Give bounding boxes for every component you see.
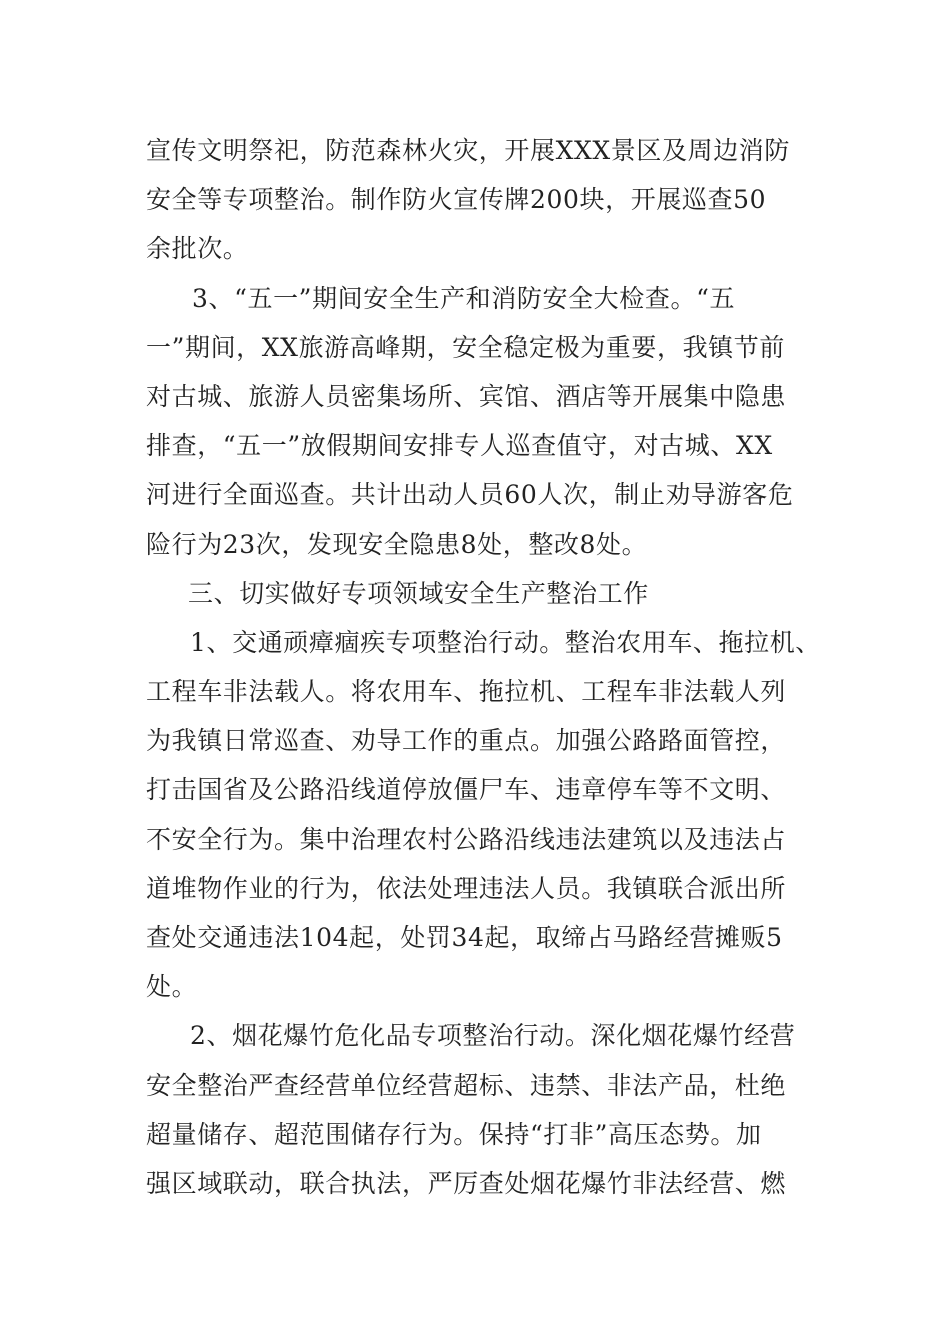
paragraph-continuation [146, 126, 836, 274]
paragraph-item-1 [146, 618, 836, 1012]
text-line: 强区域联动，联合执法，严厉查处烟花爆竹非法经营、燃 [146, 1168, 787, 1198]
text-line: 安全整治严查经营单位经营超标、违禁、非法产品，杜绝 [146, 1070, 787, 1100]
text-line: 宣传文明祭祀，防范森林火灾，开展XXX景区及周边消防 [146, 136, 790, 165]
paragraph-item-2 [146, 1011, 836, 1208]
text-line: 险行为23次，发现安全隐患8处，整改8处。 [146, 529, 648, 559]
text-line: 不安全行为。集中治理农村公路沿线违法建筑以及违法占 [146, 824, 787, 854]
text-line: 河进行全面巡查。共计出动人员60人次，制止劝导游客危 [146, 480, 794, 510]
text-line: 三、切实做好专项领域安全生产整治工作 [188, 578, 649, 608]
text-line: 2、烟花爆竹危化品专项整治行动。深化烟花爆竹经营 [190, 1021, 796, 1051]
paragraph-item-3 [146, 274, 836, 569]
text-line: 处。 [146, 972, 198, 1002]
text-line: 1、交通顽瘴痼疾专项整治行动。整治农用车、拖拉机、 [190, 627, 821, 657]
text-line: 工程车非法载人。将农用车、拖拉机、工程车非法载人列 [146, 677, 787, 707]
text-line: 余批次。 [146, 234, 249, 264]
text-line: 3、“五一”期间安全生产和消防安全大检查。“五 [192, 283, 736, 313]
text-line: 排查，“五一”放假期间安排专人巡查值守，对古城、XX [146, 431, 773, 461]
text-line: 对古城、旅游人员密集场所、宾馆、酒店等开展集中隐患 [146, 381, 787, 411]
section-heading-3 [146, 569, 836, 618]
text-line: 为我镇日常巡查、劝导工作的重点。加强公路路面管控， [146, 726, 787, 756]
text-line: 一”期间，XX旅游高峰期，安全稳定极为重要，我镇节前 [146, 332, 785, 362]
text-line: 安全等专项整治。制作防火宣传牌200块，开展巡查50 [146, 185, 767, 215]
text-line: 道堆物作业的行为，依法处理违法人员。我镇联合派出所 [146, 873, 787, 903]
document-body [146, 126, 836, 1208]
text-line: 查处交通违法104起，处罚34起，取缔占马路经营摊贩5 [146, 923, 783, 952]
text-line: 打击国省及公路沿线道停放僵尸车、违章停车等不文明、 [146, 775, 787, 805]
text-line: 超量储存、超范围储存行为。保持“打非”高压态势。加 [146, 1119, 762, 1149]
